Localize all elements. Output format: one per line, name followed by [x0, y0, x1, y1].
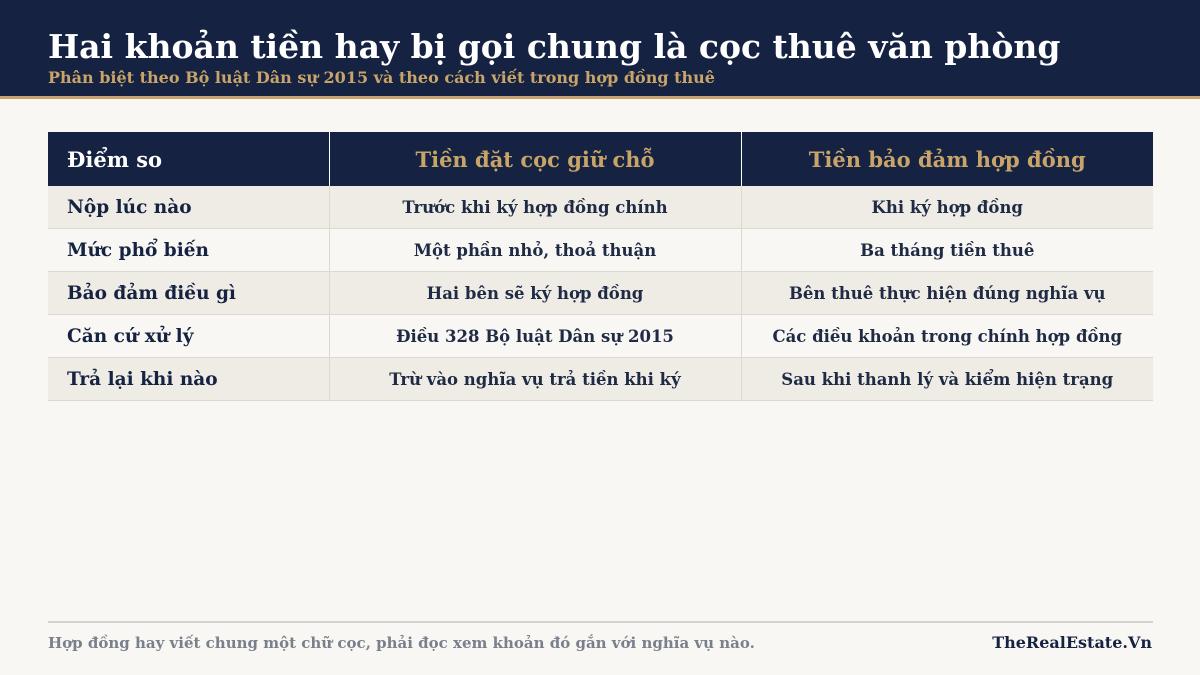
- page-title: Hai khoản tiền hay bị gọi chung là cọc thuê văn phòng: [48, 27, 1061, 66]
- row-label: Trả lại khi nào: [48, 358, 329, 401]
- holding-deposit-cell: Hai bên sẽ ký hợp đồng: [329, 272, 741, 315]
- row-label: Căn cứ xử lý: [48, 315, 329, 358]
- security-deposit-cell: Bên thuê thực hiện đúng nghĩa vụ: [741, 272, 1153, 315]
- table-header-row: [48, 132, 1153, 186]
- security-deposit-cell: Ba tháng tiền thuê: [741, 229, 1153, 272]
- holding-deposit-cell: Trước khi ký hợp đồng chính: [329, 186, 741, 229]
- row-label: Mức phổ biến: [48, 229, 329, 272]
- security-deposit-cell: Sau khi thanh lý và kiểm hiện trạng: [741, 358, 1153, 401]
- holding-deposit-cell: Trừ vào nghĩa vụ trả tiền khi ký: [329, 358, 741, 401]
- column-header-security-deposit: Tiền bảo đảm hợp đồng: [741, 132, 1153, 186]
- comparison-table: [48, 132, 1153, 401]
- row-label: Bảo đảm điều gì: [48, 272, 329, 315]
- security-deposit-cell: Các điều khoản trong chính hợp đồng: [741, 315, 1153, 358]
- table-row: [48, 186, 1153, 229]
- header-divider: [0, 96, 1200, 99]
- table-row: [48, 358, 1153, 401]
- table-row: [48, 229, 1153, 272]
- page-subtitle: Phân biệt theo Bộ luật Dân sự 2015 và theo cách viết trong hợp đồng thuê: [48, 68, 715, 87]
- holding-deposit-cell: Một phần nhỏ, thoả thuận: [329, 229, 741, 272]
- brand-name: TheRealEstate.Vn: [992, 633, 1152, 652]
- footer-divider: [48, 621, 1153, 623]
- column-header-holding-deposit: Tiền đặt cọc giữ chỗ: [329, 132, 741, 186]
- table-row: [48, 272, 1153, 315]
- table-row: [48, 315, 1153, 358]
- security-deposit-cell: Khi ký hợp đồng: [741, 186, 1153, 229]
- holding-deposit-cell: Điều 328 Bộ luật Dân sự 2015: [329, 315, 741, 358]
- row-label: Nộp lúc nào: [48, 186, 329, 229]
- column-header-criteria: Điểm so: [48, 132, 329, 186]
- footer-note: Hợp đồng hay viết chung một chữ cọc, phải đọc xem khoản đó gắn với nghĩa vụ nào.: [48, 634, 755, 652]
